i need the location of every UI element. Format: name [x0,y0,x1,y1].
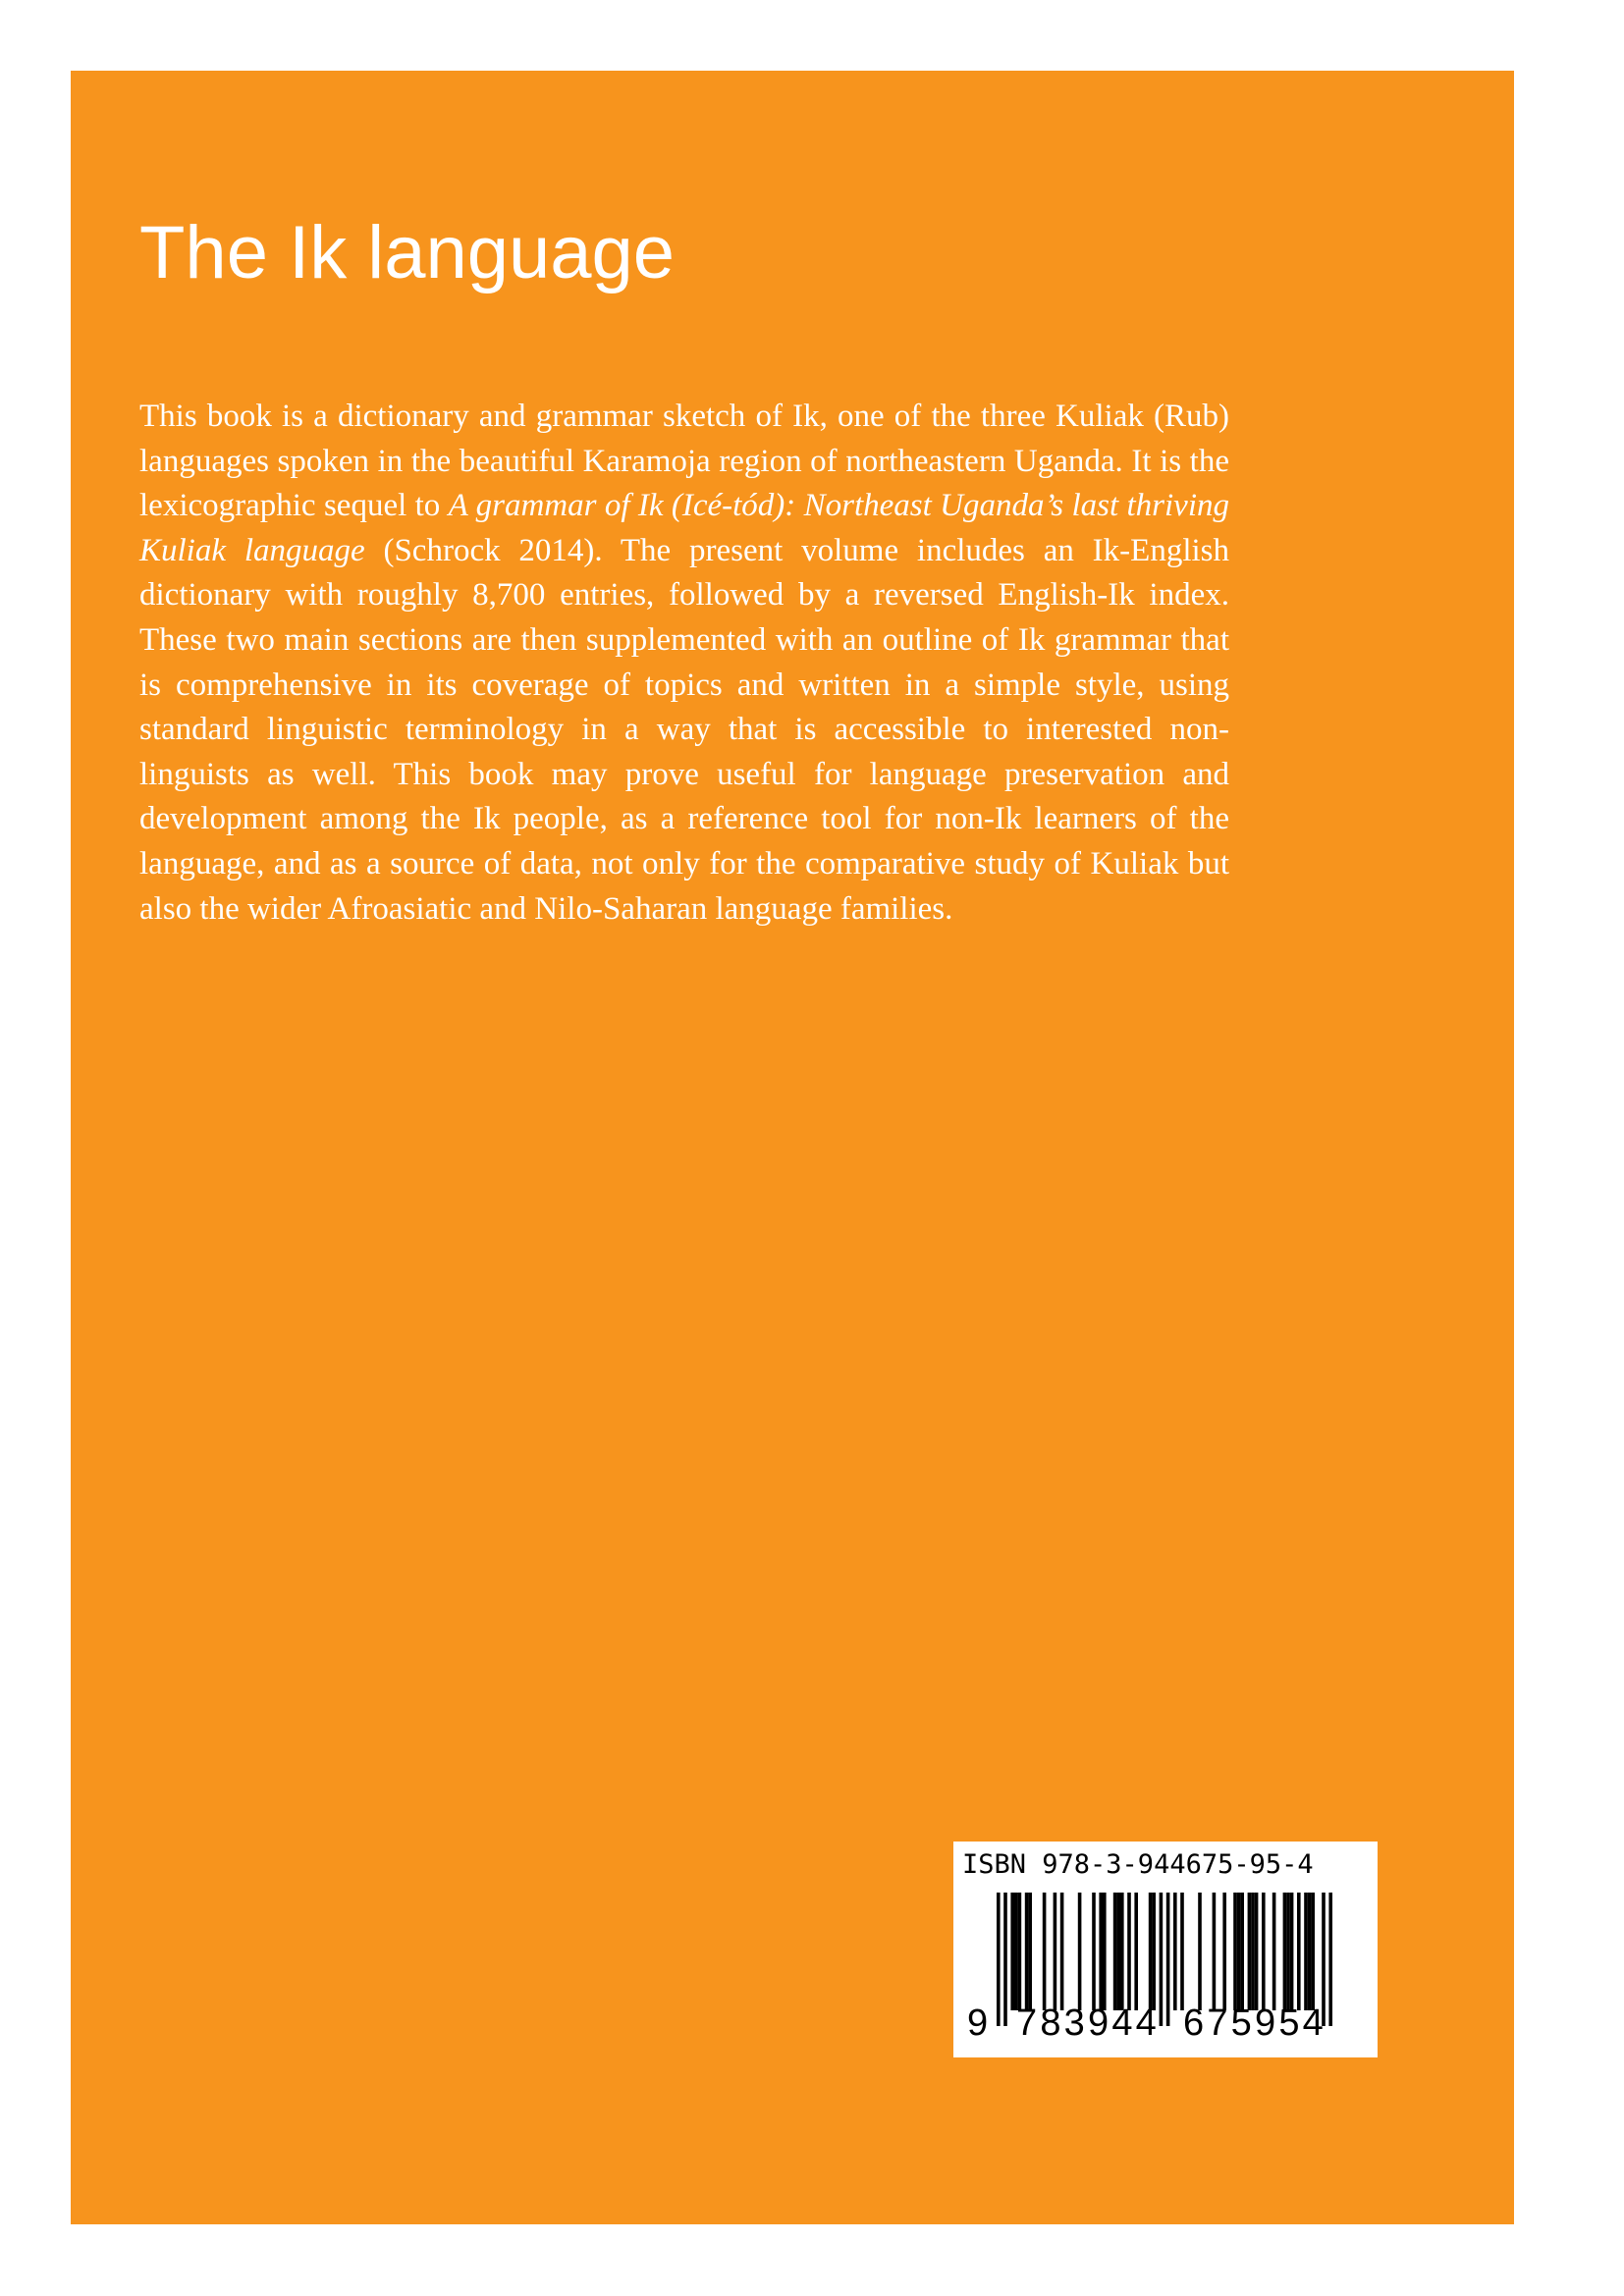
barcode-bar [1160,1893,1164,2026]
barcode-bar [1311,1893,1315,2010]
barcode-bar [1127,1893,1131,2010]
book-title: The Ik language [139,211,676,294]
barcode-bar [1173,1893,1177,2010]
barcode-bar [1054,1893,1057,2010]
barcode-bar [1286,1893,1290,2010]
barcode-digits-left: 783944 [1016,2002,1161,2044]
isbn-barcode-label [953,1842,1378,2057]
barcode-bar [1043,1893,1047,2010]
barcode-bar [1116,1893,1120,2010]
barcode-bar [1251,1893,1255,2010]
barcode-bar [1297,1893,1301,2010]
barcode-bar [1213,1893,1217,2010]
barcode-bar [1255,1893,1259,2010]
barcode-bar [1308,1893,1312,2010]
barcode-bar [1134,1893,1138,2010]
barcode-bar [1014,1893,1018,2010]
barcode-bar [1262,1893,1266,2010]
barcode-bar [1272,1893,1276,2010]
barcode-bar [1198,1893,1202,2010]
barcode-bar [1060,1893,1064,2010]
barcode-bar [1233,1893,1237,2010]
barcode-bar [1290,1893,1294,2010]
barcode-bar [1003,1893,1007,2026]
barcode-digit-first: 9 [967,2002,989,2044]
barcode-bar [1099,1893,1103,2010]
barcode-bar [1092,1893,1096,2010]
barcode-bar [1010,1893,1014,2010]
barcode-bar [1028,1893,1032,2010]
barcode-bar [1103,1893,1107,2010]
barcode-bar [1180,1893,1184,2010]
barcode-bar [1113,1893,1117,2010]
barcode-bar [1222,1893,1226,2010]
barcode-bar [1248,1893,1252,2010]
barcode-bar [1149,1893,1153,2010]
barcode-bar [1152,1893,1156,2010]
barcode-bar [1120,1893,1124,2010]
barcode-bar [1240,1893,1244,2010]
barcode-digits-right: 675954 [1183,2002,1327,2044]
barcode-bar [1018,1893,1022,2010]
cited-work-title: A grammar of Ik (Icé-tód): Northeast Uganda’s last thriving Kuliak language [139,488,1229,568]
description-text-1: This book is a dictionary and grammar sketch of Ik, one of the three Kuliak (Rub) languages spoken in the beautiful Karamoja region of northeastern Uganda. It is the lexicographic sequel to [139,399,1229,524]
barcode-bar [1328,1893,1332,2026]
description-text-2: (Schrock 2014). The present volume includes an Ik-English dictionary with roughly 8,700 entries, followed by a reversed English-Ik index. These two main sections are then supplemented with an outline of Ik grammar that is comprehensive in its coverage of topics and written in a simple style, using standard linguistic terminology in a way that is accessible to interested non-linguists as well. This book may prove useful for language preservation and development among the Ik people, as a reference tool for non-Ik learners of the language, and as a source of data, not only for the comparative study of Kuliak but also the wider Afroasiatic and Nilo-Saharan language families. [139,532,1229,927]
barcode-bar [1166,1893,1170,2026]
barcode-bar [1304,1893,1308,2010]
book-description [139,395,1229,932]
barcode-bar [1078,1893,1082,2010]
isbn-number: ISBN 978-3-944675-95-4 [962,1849,1314,1880]
barcode-bar [1237,1893,1241,2010]
barcode-bar [1283,1893,1287,2010]
barcode-bar [1025,1893,1029,2010]
barcode-bar [997,1893,1001,2026]
